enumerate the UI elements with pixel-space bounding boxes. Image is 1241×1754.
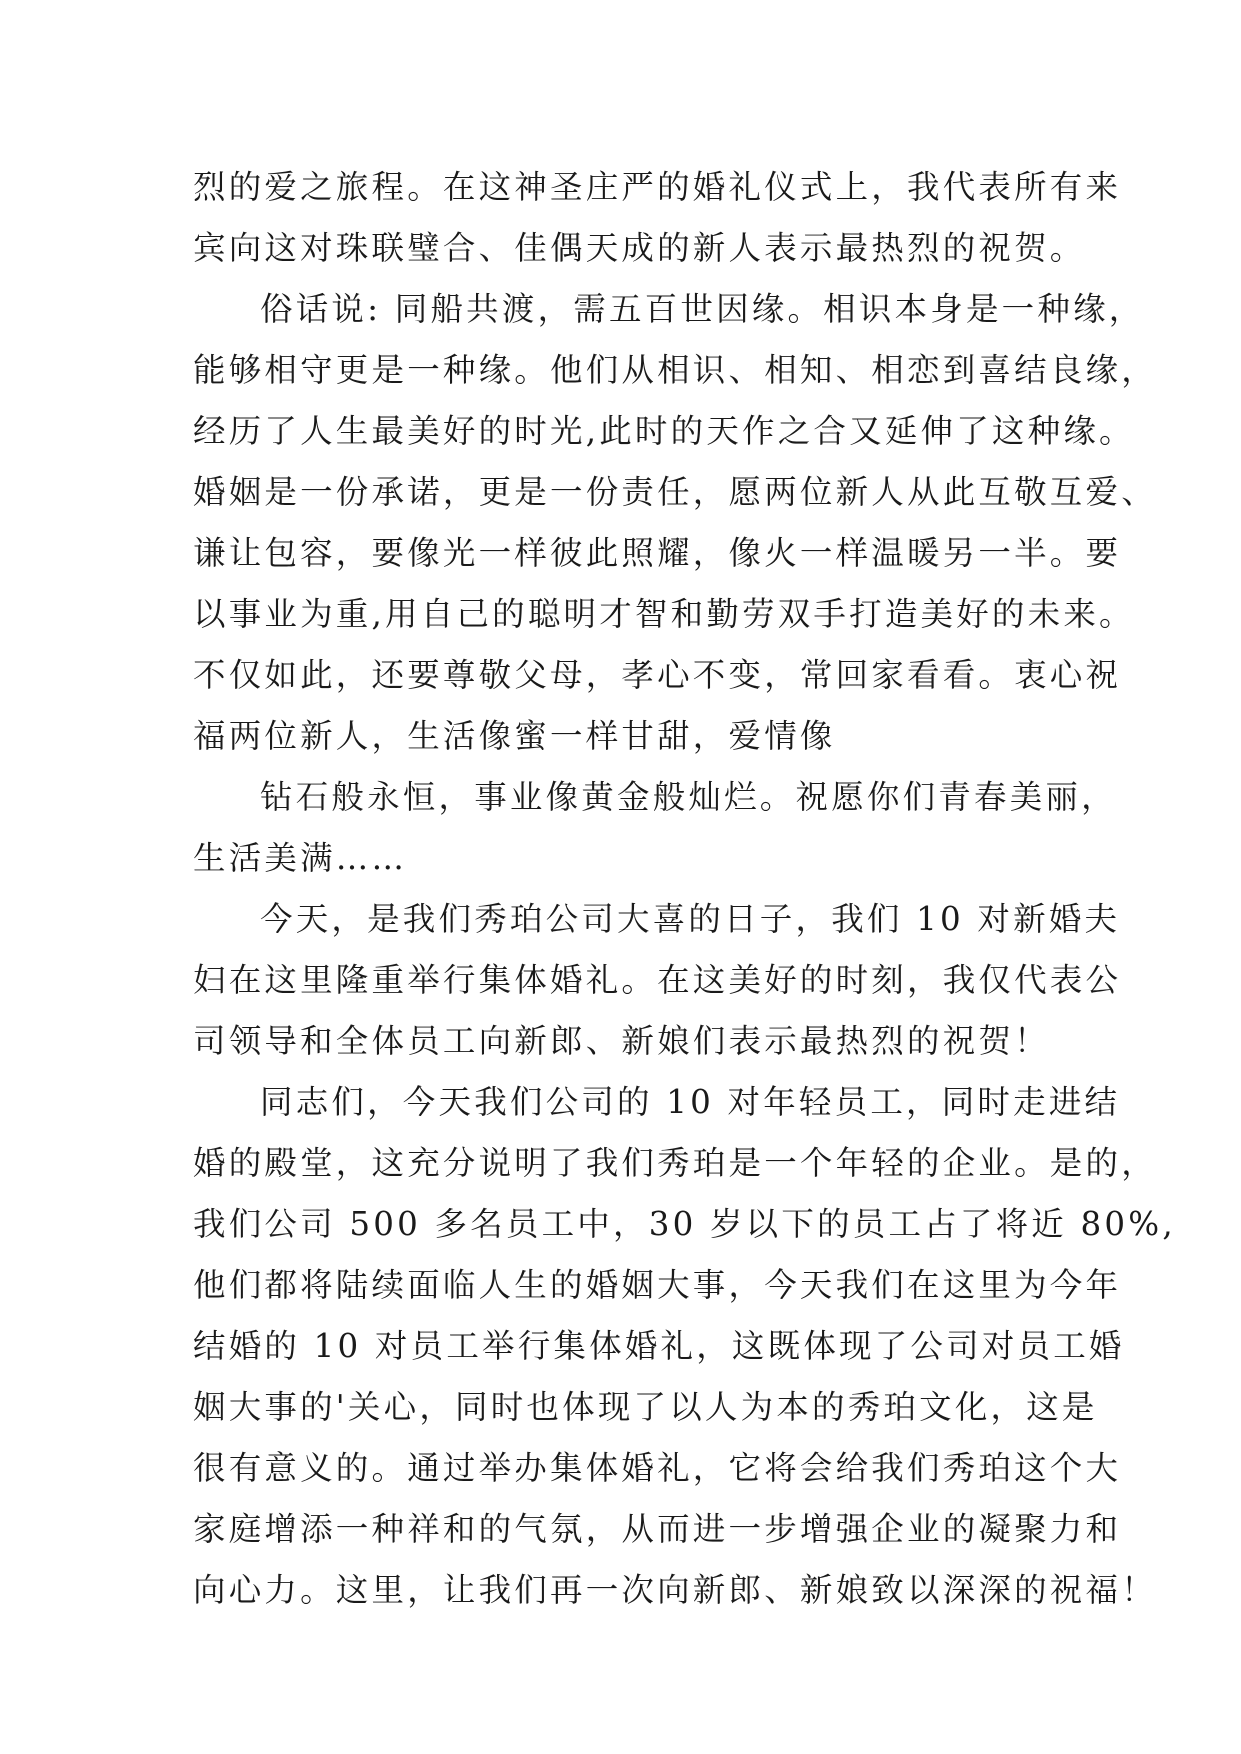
text-line: 婚姻是一份承诺，更是一份责任，愿两位新人从此互敬互爱、 bbox=[193, 473, 1157, 511]
text-line: 我们公司 500 多名员工中，30 岁以下的员工占了将近 80%, bbox=[193, 1205, 1176, 1243]
text-line: 妇在这里隆重举行集体婚礼。在这美好的时刻，我仅代表公 bbox=[193, 961, 1122, 999]
text-line: 他们都将陆续面临人生的婚姻大事，今天我们在这里为今年 bbox=[193, 1266, 1122, 1304]
text-line: 俗话说: 同船共渡，需五百世因缘。相识本身是一种缘， bbox=[260, 290, 1145, 328]
document-body bbox=[193, 157, 1176, 1621]
text-line: 家庭增添一种祥和的气氛，从而进一步增强企业的凝聚力和 bbox=[193, 1510, 1122, 1548]
text-line: 经历了人生最美好的时光,此时的天作之合又延伸了这种缘。 bbox=[193, 412, 1135, 450]
text-line: 司领导和全体员工向新郎、新娘们表示最热烈的祝贺！ bbox=[193, 1022, 1050, 1060]
text-line: 能够相守更是一种缘。他们从相识、相知、相恋到喜结良缘， bbox=[193, 351, 1157, 389]
text-line: 向心力。这里，让我们再一次向新郎、新娘致以深深的祝福！ bbox=[193, 1571, 1157, 1609]
text-line: 宾向这对珠联璧合、佳偶天成的新人表示最热烈的祝贺。 bbox=[193, 229, 1086, 267]
text-line: 烈的爱之旅程。在这神圣庄严的婚礼仪式上，我代表所有来 bbox=[193, 168, 1122, 206]
text-line: 今天，是我们秀珀公司大喜的日子，我们 10 对新婚夫 bbox=[260, 900, 1121, 938]
text-line: 钻石般永恒，事业像黄金般灿烂。祝愿你们青春美丽， bbox=[260, 778, 1117, 816]
text-line: 很有意义的。通过举办集体婚礼，它将会给我们秀珀这个大 bbox=[193, 1449, 1122, 1487]
text-line: 同志们，今天我们公司的 10 对年轻员工，同时走进结 bbox=[260, 1083, 1121, 1121]
text-line: 以事业为重,用自己的聪明才智和勤劳双手打造美好的未来。 bbox=[193, 595, 1135, 633]
text-line: 生活美满…… bbox=[193, 839, 408, 877]
text-line: 不仅如此，还要尊敬父母，孝心不变，常回家看看。衷心祝 bbox=[193, 656, 1122, 694]
text-line: 结婚的 10 对员工举行集体婚礼，这既体现了公司对员工婚 bbox=[193, 1327, 1125, 1365]
text-line: 婚的殿堂，这充分说明了我们秀珀是一个年轻的企业。是的， bbox=[193, 1144, 1157, 1182]
text-line: 谦让包容，要像光一样彼此照耀，像火一样温暖另一半。要 bbox=[193, 534, 1122, 572]
text-line: 福两位新人，生活像蜜一样甘甜，爱情像 bbox=[193, 717, 836, 755]
text-line: 姻大事的'关心，同时也体现了以人为本的秀珀文化，这是 bbox=[193, 1388, 1098, 1426]
